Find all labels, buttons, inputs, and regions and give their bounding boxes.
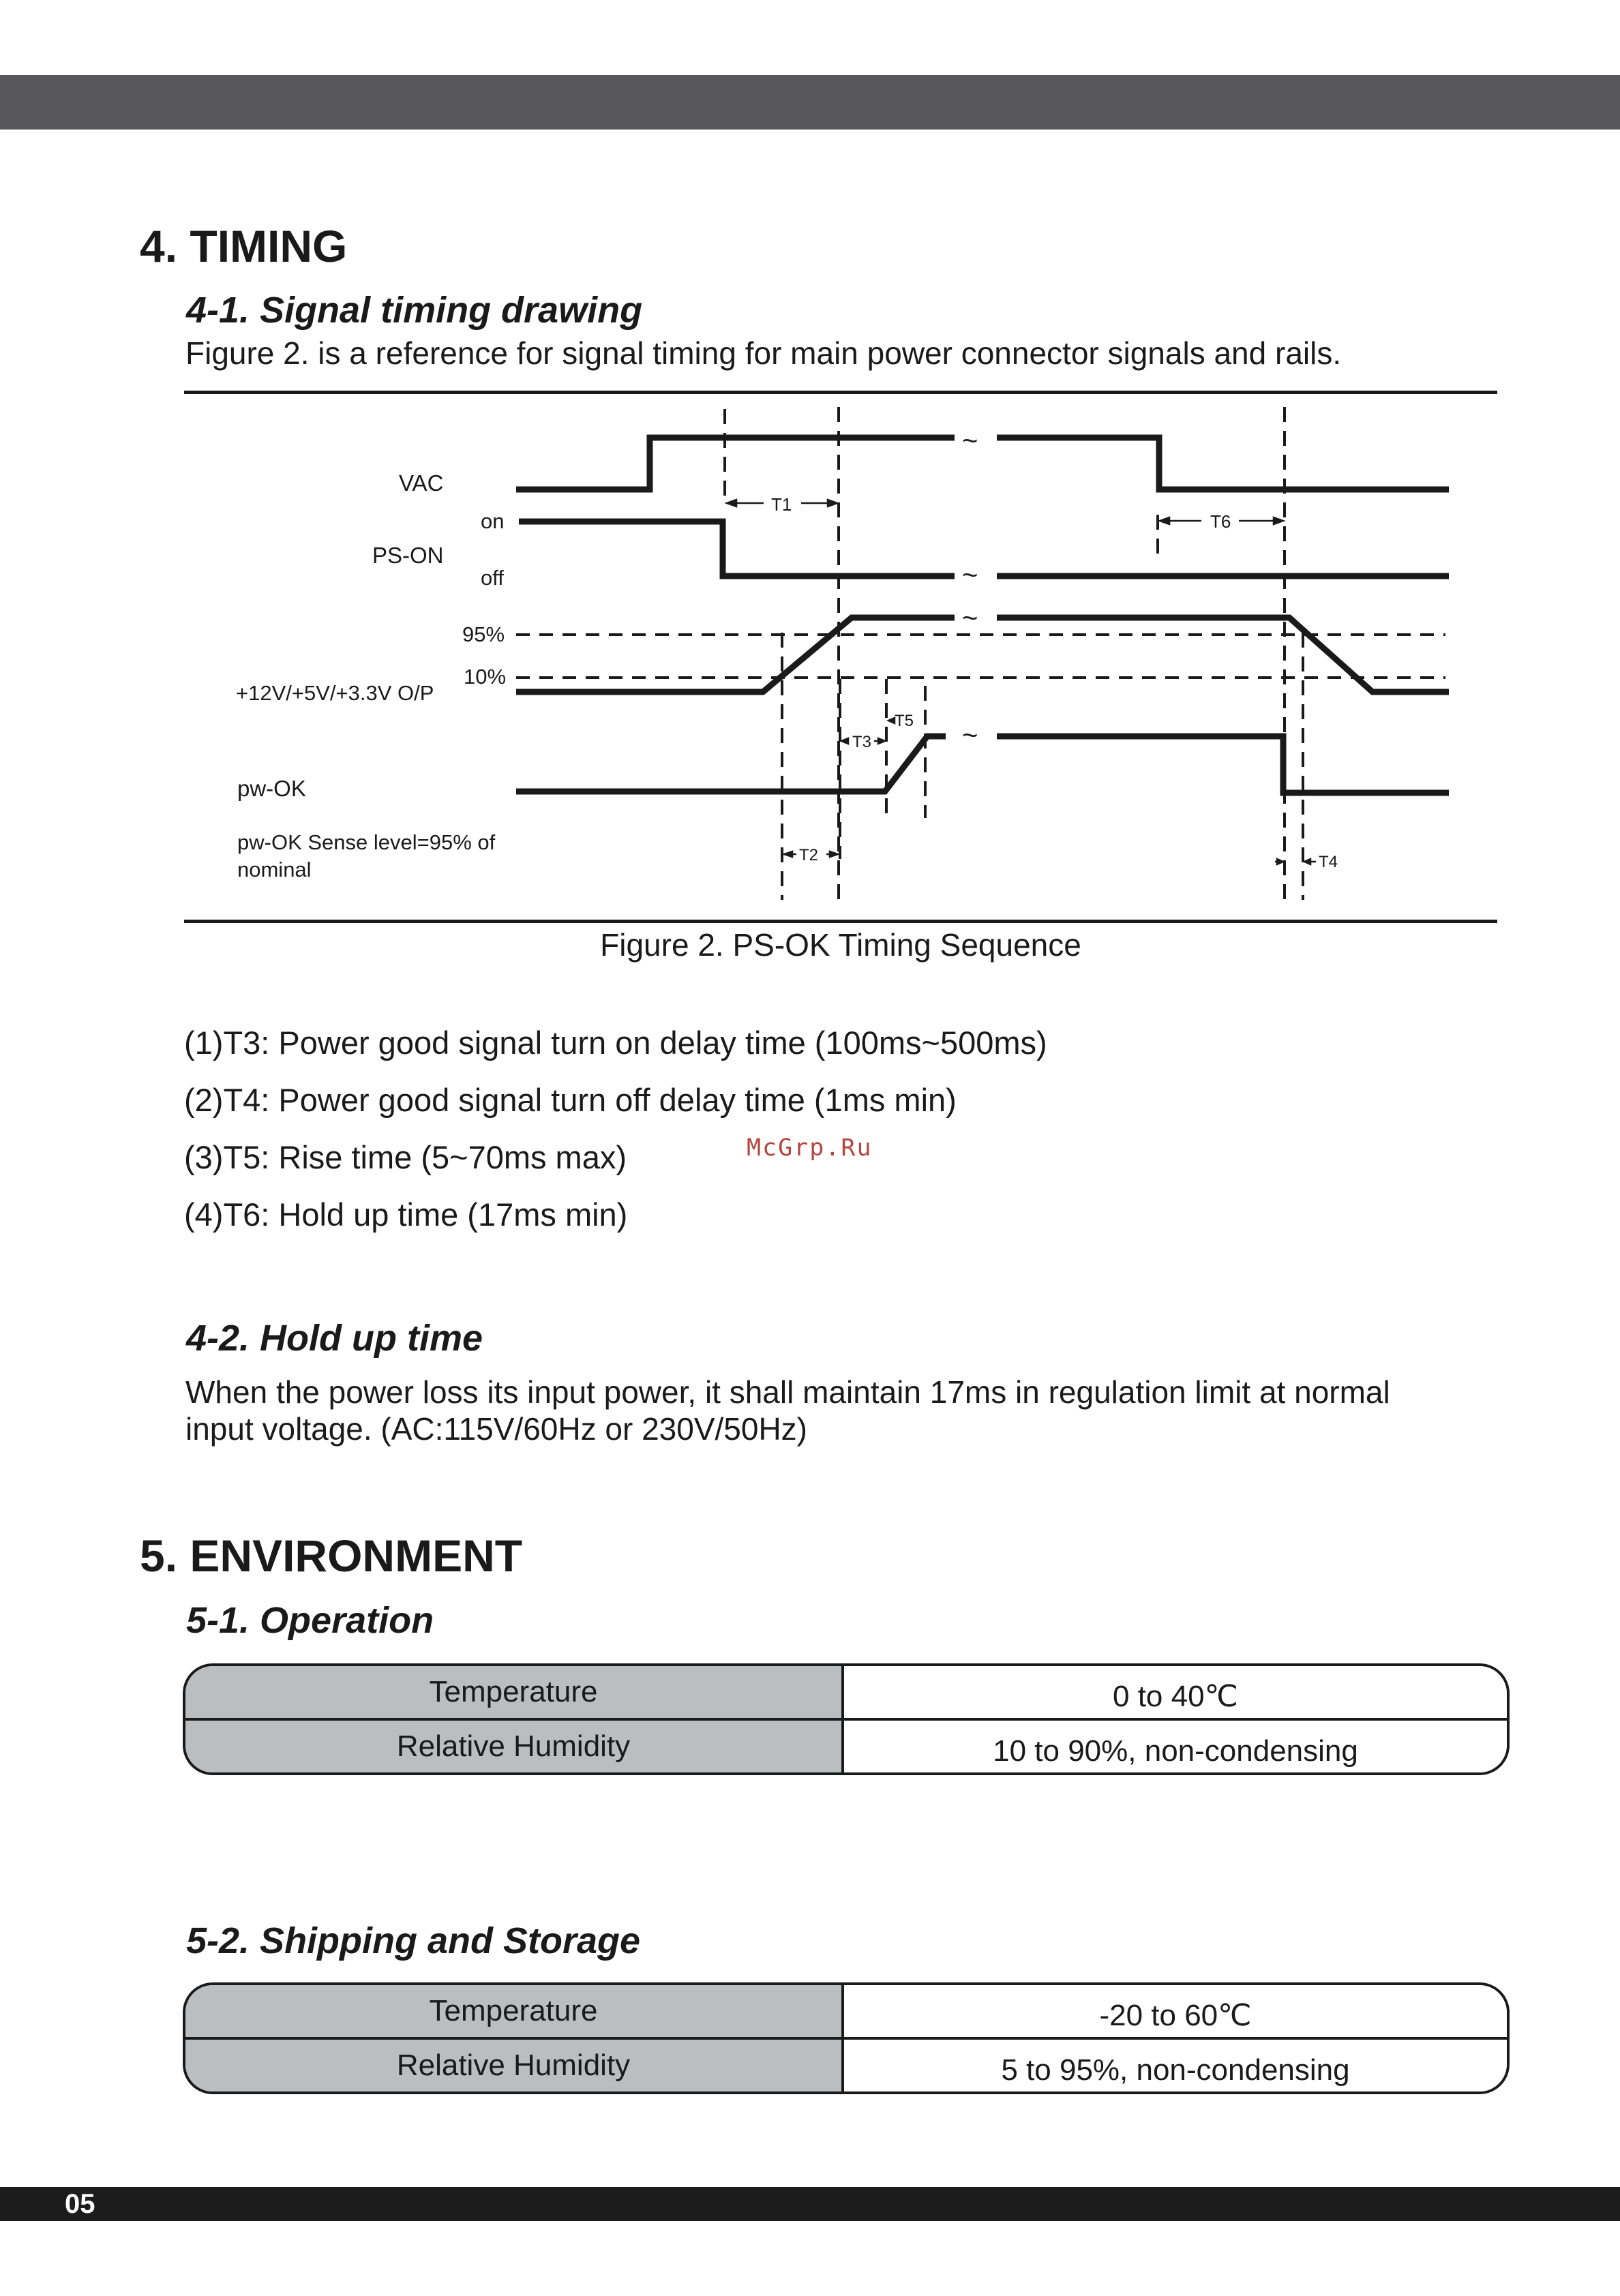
table-label-cell: Temperature <box>185 1985 844 2040</box>
label-sense-2: nominal <box>237 858 312 881</box>
subsection-title-signal-timing: 4-1. Signal timing drawing <box>186 290 643 331</box>
section-title-timing: 4. TIMING <box>140 221 348 271</box>
label-t5: T5 <box>895 712 914 730</box>
label-sense-1: pw-OK Sense level=95% of <box>237 830 496 854</box>
label-vac: VAC <box>399 470 444 496</box>
table-label-cell: Relative Humidity <box>185 2040 844 2091</box>
operation-table <box>183 1663 1510 1775</box>
label-rails: +12V/+5V/+3.3V O/P <box>236 681 434 705</box>
subsection-title-storage: 5-2. Shipping and Storage <box>186 1920 641 1961</box>
label-pwok: pw-OK <box>237 776 306 801</box>
break-tilde-rail: ~ <box>962 603 978 633</box>
hold-up-text-line-1: When the power loss its input power, it shall maintain 17ms in regulation limit at normal <box>185 1374 1390 1410</box>
label-t3: T3 <box>852 733 872 751</box>
label-t2: T2 <box>799 846 819 864</box>
table-label-cell: Relative Humidity <box>185 1721 844 1772</box>
pwok-waveform <box>516 736 946 791</box>
figure-caption: Figure 2. PS-OK Timing Sequence <box>600 927 1081 963</box>
label-on: on <box>481 509 505 533</box>
section-title-environment: 5. ENVIRONMENT <box>140 1530 523 1581</box>
break-tilde-ps-on: ~ <box>962 560 978 590</box>
timing-list-item: (2)T4: Power good signal turn off delay time (1ms min) <box>184 1082 957 1118</box>
label-ps-on: PS-ON <box>372 543 444 568</box>
subsection-title-operation: 5-1. Operation <box>186 1600 434 1641</box>
table-value-cell: 0 to 40℃ <box>844 1666 1507 1721</box>
pwok-waveform-tail <box>997 736 1449 793</box>
rail-waveform-tail <box>997 618 1449 692</box>
label-95: 95% <box>462 622 505 646</box>
label-t4: T4 <box>1319 853 1338 871</box>
hold-up-text-line-2: input voltage. (AC:115V/60Hz or 230V/50Hz) <box>185 1411 807 1447</box>
table-label-cell: Temperature <box>185 1666 844 1721</box>
label-t1: T1 <box>771 494 792 515</box>
break-tilde-vac: ~ <box>962 426 978 456</box>
vac-waveform-tail <box>997 438 1449 489</box>
label-10: 10% <box>464 665 507 689</box>
table-value-cell: 5 to 95%, non-condensing <box>844 2040 1507 2091</box>
storage-table <box>183 1982 1510 2094</box>
watermark-text: McGrp.Ru <box>747 1134 873 1162</box>
label-t6: T6 <box>1210 511 1231 532</box>
timing-list-item: (1)T3: Power good signal turn on delay time (100ms~500ms) <box>184 1025 1047 1061</box>
vac-waveform <box>516 438 955 489</box>
rail-waveform <box>516 618 955 692</box>
timing-diagram <box>0 0 1620 954</box>
footer-bar <box>0 2187 1620 2221</box>
subsection-title-hold-up: 4-2. Hold up time <box>186 1318 483 1359</box>
break-tilde-pwok: ~ <box>962 721 978 751</box>
timing-list-item: (3)T5: Rise time (5~70ms max) <box>184 1139 627 1175</box>
table-value-cell: -20 to 60℃ <box>844 1985 1507 2040</box>
figure-bottom-rule <box>184 920 1497 923</box>
ps-on-waveform <box>519 522 955 576</box>
table-value-cell: 10 to 90%, non-condensing <box>844 1721 1507 1772</box>
timing-list-item: (4)T6: Hold up time (17ms min) <box>184 1196 628 1233</box>
page-number: 05 <box>65 2189 95 2219</box>
label-off: off <box>481 566 504 590</box>
figure-intro-text: Figure 2. is a reference for signal timing for main power connector signals and rails. <box>185 335 1342 371</box>
